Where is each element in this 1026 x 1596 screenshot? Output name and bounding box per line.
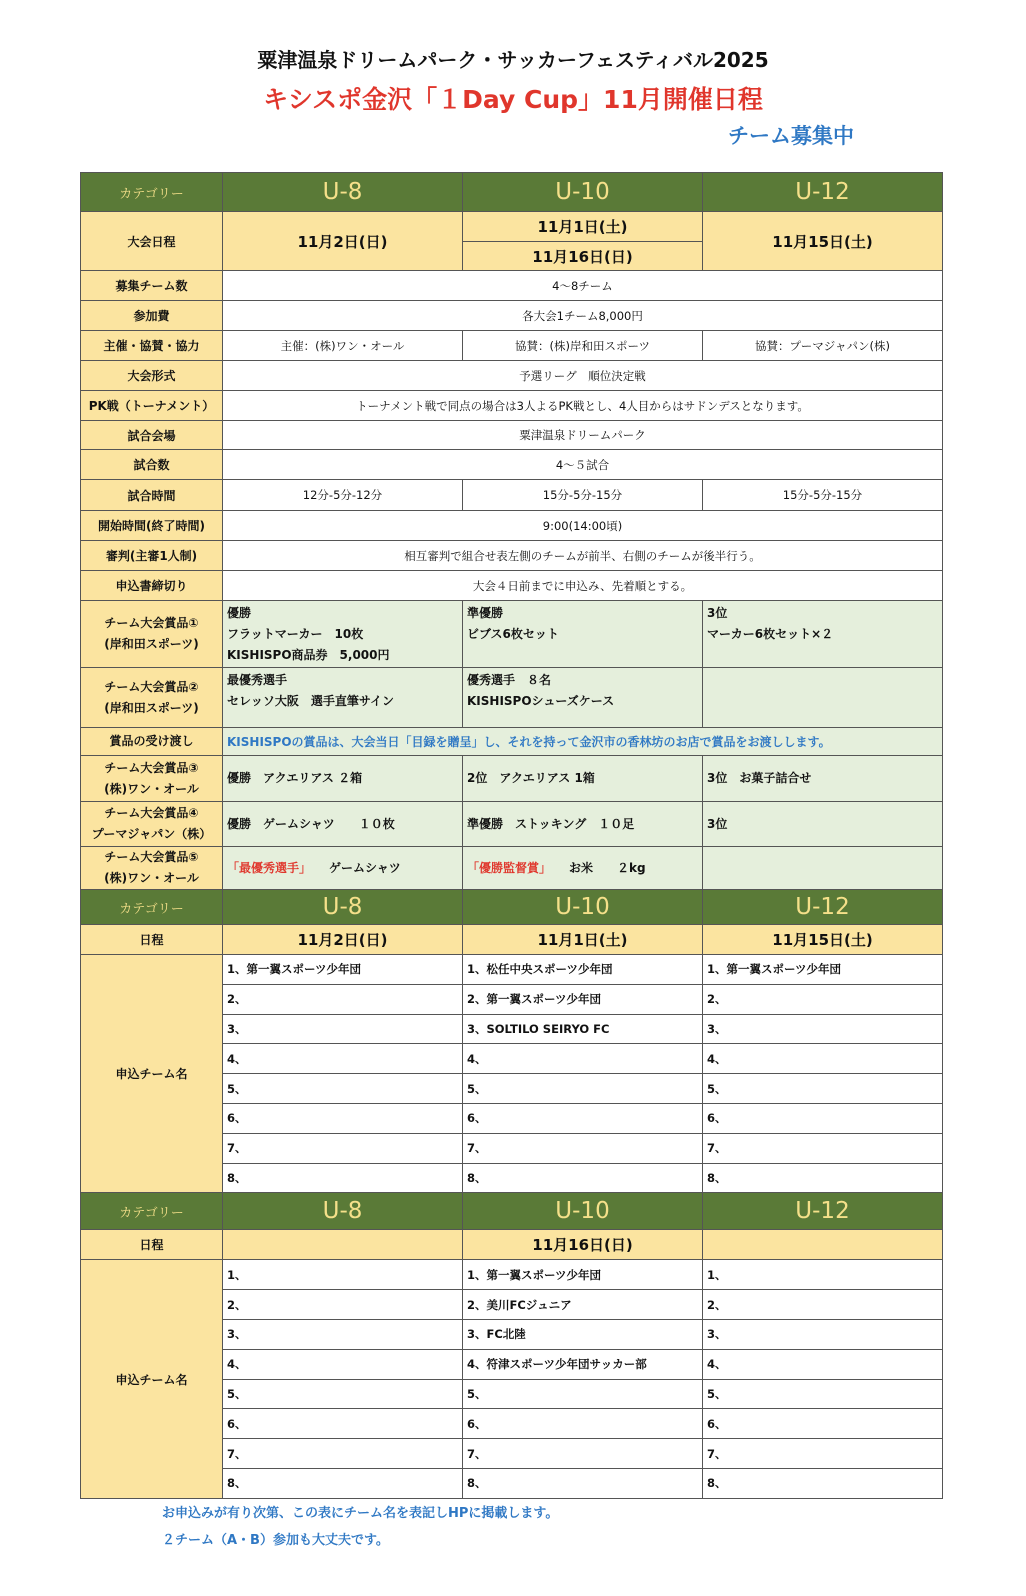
recruiting-label: チーム募集中 — [728, 124, 854, 148]
info-cell: 協賛：プーマジャパン(株) — [703, 331, 943, 361]
table-row — [81, 331, 943, 361]
info-cell: 各大会1チーム8,000円 — [223, 301, 943, 331]
table-row — [81, 955, 943, 985]
prize-cell — [463, 601, 703, 668]
team-entry: 6、 — [703, 1103, 943, 1133]
prize-row-label-line: (株)ワン・オール — [104, 781, 199, 796]
team-entry: 4、 — [703, 1044, 943, 1074]
prize-line: 優勝 — [227, 606, 252, 620]
prize-line: 優勝 ゲームシャツ １０枚 — [227, 816, 395, 831]
team-entry: 4、 — [703, 1349, 943, 1379]
team-entry: 3、 — [703, 1319, 943, 1349]
category-u-10: U-10 — [463, 1193, 703, 1230]
team-entry: 3、 — [223, 1014, 463, 1044]
prize-cell — [703, 668, 943, 728]
event-subtitle: キシスポ金沢「１Day Cup」11月開催日程 — [263, 85, 763, 114]
team-entry: 2、 — [223, 984, 463, 1014]
team-entry: 6、 — [703, 1409, 943, 1439]
team-entry: 2、美川FCジュニア — [463, 1290, 703, 1320]
date-label: 日程 — [81, 1230, 223, 1260]
team-entry: 3、FC北陸 — [463, 1319, 703, 1349]
table-row — [81, 728, 943, 756]
prize-row-label-line: (株)ワン・オール — [104, 871, 199, 885]
team-entry: 7、 — [703, 1439, 943, 1469]
team-entry: 7、 — [463, 1133, 703, 1163]
team-entry: 6、 — [223, 1409, 463, 1439]
prize-cell — [223, 802, 463, 847]
row-label: 開始時間(終了時間) — [81, 511, 223, 541]
info-cell: 4～５試合 — [223, 450, 943, 480]
info-cell: 粟津温泉ドリームパーク — [223, 421, 943, 450]
footer-note-1: お申込みが有り次第、この表にチーム名を表記しHPに掲載します。 — [162, 1506, 559, 1521]
table-row — [81, 571, 943, 601]
team-entry: 6、 — [463, 1409, 703, 1439]
row-label: 試合数 — [81, 450, 223, 480]
team-entry: 6、 — [223, 1103, 463, 1133]
category-u-10: U-10 — [463, 890, 703, 925]
category-u-12: U-12 — [703, 890, 943, 925]
team-entry: 1、第一翼スポーツ少年団 — [463, 1260, 703, 1290]
row-label: 試合会場 — [81, 421, 223, 450]
schedule-table — [80, 172, 943, 1499]
team-entry: 1、 — [703, 1260, 943, 1290]
prize-row-label — [81, 728, 223, 756]
footer-note-2: ２チーム（A・B）参加も大丈夫です。 — [162, 1533, 389, 1548]
team-entry: 7、 — [703, 1133, 943, 1163]
prize-row-label-line: (岸和田スポーツ) — [104, 637, 199, 651]
prize-cell — [703, 756, 943, 802]
prize-line: KISHISPOシューズケース — [467, 694, 615, 708]
team-entry: 7、 — [223, 1439, 463, 1469]
table-row — [81, 480, 943, 511]
table-row — [81, 301, 943, 331]
prize-cell — [223, 601, 463, 668]
prize-handover-note: KISHISPOの賞品は、大会当日「目録を贈呈」し、それを持って金沢市の香林坊のお店で賞品をお渡しします。 — [223, 728, 943, 756]
row-label: 申込書締切り — [81, 571, 223, 601]
entry-teams-label: 申込チーム名 — [81, 955, 223, 1193]
info-cell: 大会４日前までに申込み、先着順とする。 — [223, 571, 943, 601]
prize-row-label — [81, 668, 223, 728]
prize-row-label-line: チーム大会賞品① — [104, 616, 199, 630]
prize-line: 3位 — [707, 816, 728, 831]
team-entry: 8、 — [703, 1163, 943, 1193]
team-entry: 6、 — [463, 1103, 703, 1133]
prize-row-label — [81, 756, 223, 802]
team-entry: 4、 — [223, 1349, 463, 1379]
team-entry: 4、 — [463, 1044, 703, 1074]
team-entry: 5、 — [703, 1074, 943, 1104]
team-entry: 7、 — [463, 1439, 703, 1469]
row-label: PK戦（トーナメント） — [81, 391, 223, 421]
prize-line: セレッソ大阪 選手直筆サイン — [227, 694, 395, 708]
team-entry: 3、 — [703, 1014, 943, 1044]
team-entry: 8、 — [223, 1163, 463, 1193]
table-row — [81, 391, 943, 421]
prize-line: KISHISPO商品券 5,000円 — [227, 648, 390, 662]
table-row — [81, 1260, 943, 1290]
team-entry: 5、 — [703, 1379, 943, 1409]
prize-row-label-line: チーム大会賞品② — [104, 679, 199, 694]
table-row — [81, 421, 943, 450]
schedule-u8: 11月2日(日) — [223, 212, 463, 271]
prize-line: マーカー6枚セット×２ — [707, 627, 834, 641]
team-entry: 5、 — [463, 1074, 703, 1104]
award-item: ゲームシャツ — [305, 860, 401, 875]
team-entry: 2、 — [223, 1290, 463, 1320]
entry-date — [703, 1230, 943, 1260]
date-label: 日程 — [81, 925, 223, 955]
prize-cell — [463, 668, 703, 728]
entry-date: 11月2日(日) — [223, 925, 463, 955]
info-cell: 15分-5分-15分 — [703, 480, 943, 511]
prize-line: ビブス6枚セット — [467, 627, 559, 641]
prize-line: 優秀選手 ８名 — [467, 673, 552, 687]
schedule-u12: 11月15日(土) — [703, 212, 943, 271]
entry-date: 11月16日(日) — [463, 1230, 703, 1260]
table-row — [81, 212, 943, 242]
prize-line: 3位 お菓子詰合せ — [707, 771, 812, 785]
schedule-label: 大会日程 — [81, 212, 223, 271]
prize-cell — [223, 668, 463, 728]
category-u-12: U-12 — [703, 1193, 943, 1230]
team-entry: 2、第一翼スポーツ少年団 — [463, 984, 703, 1014]
row-label: 大会形式 — [81, 361, 223, 391]
entry-teams-label: 申込チーム名 — [81, 1260, 223, 1498]
category-u-10: U-10 — [463, 173, 703, 212]
team-entry: 5、 — [223, 1379, 463, 1409]
table-row — [81, 450, 943, 480]
prize-line: 準優勝 — [467, 606, 504, 620]
prize-cell — [463, 756, 703, 802]
table-row — [81, 847, 943, 890]
team-entry: 1、第一翼スポーツ少年団 — [223, 955, 463, 985]
info-cell: 9:00(14:00頃) — [223, 511, 943, 541]
table-row — [81, 601, 943, 668]
prize-row-label-line: 賞品の受け渡し — [109, 734, 194, 748]
entry-date: 11月15日(土) — [703, 925, 943, 955]
info-cell: トーナメント戦で同点の場合は3人よるPK戦とし、4人目からはサドンデスとなります。 — [223, 391, 943, 421]
team-entry: 2、 — [703, 984, 943, 1014]
info-cell: 相互審判で組合せ表左側のチームが前半、右側のチームが後半行う。 — [223, 541, 943, 571]
prize-row-label-line: (岸和田スポーツ) — [104, 700, 199, 715]
schedule-u10-1: 11月1日(土) — [463, 212, 703, 242]
info-cell: 4～8チーム — [223, 271, 943, 301]
table-row — [81, 511, 943, 541]
team-entry: 5、 — [463, 1379, 703, 1409]
prize-cell — [703, 601, 943, 668]
row-label: 募集チーム数 — [81, 271, 223, 301]
team-entry: 3、SOLTILO SEIRYO FC — [463, 1014, 703, 1044]
prize-line: フラットマーカー 10枚 — [227, 627, 364, 641]
category-label: カテゴリー — [81, 173, 223, 212]
category-label: カテゴリー — [81, 890, 223, 925]
team-entry: 1、第一翼スポーツ少年団 — [703, 955, 943, 985]
category-u-8: U-8 — [223, 1193, 463, 1230]
schedule-u10-2: 11月16日(日) — [463, 242, 703, 271]
table-row — [81, 756, 943, 802]
prize-cell — [463, 847, 703, 890]
prize-line: 3位 — [707, 606, 728, 620]
prize-cell — [223, 847, 463, 890]
team-entry: 1、松任中央スポーツ少年団 — [463, 955, 703, 985]
table-row — [81, 173, 943, 212]
table-row — [81, 890, 943, 925]
info-cell: 15分-5分-15分 — [463, 480, 703, 511]
prize-row-label-line: チーム大会賞品③ — [104, 760, 199, 775]
team-entry: 4、符津スポーツ少年団サッカー部 — [463, 1349, 703, 1379]
prize-row-label — [81, 601, 223, 668]
team-entry: 8、 — [223, 1468, 463, 1498]
row-label: 試合時間 — [81, 480, 223, 511]
award-item: お米 ２kg — [545, 860, 646, 875]
info-cell: 予選リーグ 順位決定戦 — [223, 361, 943, 391]
prize-cell — [703, 847, 943, 890]
prize-line: 優勝 アクエリアス ２箱 — [227, 771, 363, 785]
prize-row-label-line: プーマジャパン（株） — [91, 827, 212, 841]
table-row — [81, 1193, 943, 1230]
table-row — [81, 541, 943, 571]
category-u-8: U-8 — [223, 890, 463, 925]
team-entry: 3、 — [223, 1319, 463, 1349]
info-cell: 主催：(株)ワン・オール — [223, 331, 463, 361]
table-row — [81, 1230, 943, 1260]
prize-row-label — [81, 847, 223, 890]
team-entry: 8、 — [463, 1163, 703, 1193]
team-entry: 8、 — [703, 1468, 943, 1498]
table-row — [81, 271, 943, 301]
team-entry: 5、 — [223, 1074, 463, 1104]
info-cell: 12分-5分-12分 — [223, 480, 463, 511]
table-row — [81, 668, 943, 728]
table-row — [81, 361, 943, 391]
prize-line: 2位 アクエリアス 1箱 — [467, 771, 595, 785]
prize-row-label-line: チーム大会賞品④ — [104, 806, 199, 820]
prize-line: 準優勝 ストッキング １０足 — [467, 816, 635, 831]
team-entry: 7、 — [223, 1133, 463, 1163]
category-u-12: U-12 — [703, 173, 943, 212]
category-u-8: U-8 — [223, 173, 463, 212]
team-entry: 2、 — [703, 1290, 943, 1320]
team-entry: 1、 — [223, 1260, 463, 1290]
prize-cell — [223, 756, 463, 802]
team-entry: 8、 — [463, 1468, 703, 1498]
row-label: 主催・協賛・協力 — [81, 331, 223, 361]
prize-line: 最優秀選手 — [227, 673, 288, 687]
row-label: 参加費 — [81, 301, 223, 331]
award-name: 「最優秀選手」 — [227, 860, 306, 875]
category-label: カテゴリー — [81, 1193, 223, 1230]
entry-date: 11月1日(土) — [463, 925, 703, 955]
team-entry: 4、 — [223, 1044, 463, 1074]
prize-row-label — [81, 802, 223, 847]
event-title: 粟津温泉ドリームパーク・サッカーフェスティバル2025 — [257, 48, 769, 72]
table-row — [81, 925, 943, 955]
table-row — [81, 802, 943, 847]
prize-cell — [703, 802, 943, 847]
prize-row-label-line: チーム大会賞品⑤ — [104, 850, 199, 864]
row-label: 審判(主審1人制) — [81, 541, 223, 571]
award-name: 「優勝監督賞」 — [467, 860, 546, 875]
info-cell: 協賛：(株)岸和田スポーツ — [463, 331, 703, 361]
entry-date — [223, 1230, 463, 1260]
prize-cell — [463, 802, 703, 847]
